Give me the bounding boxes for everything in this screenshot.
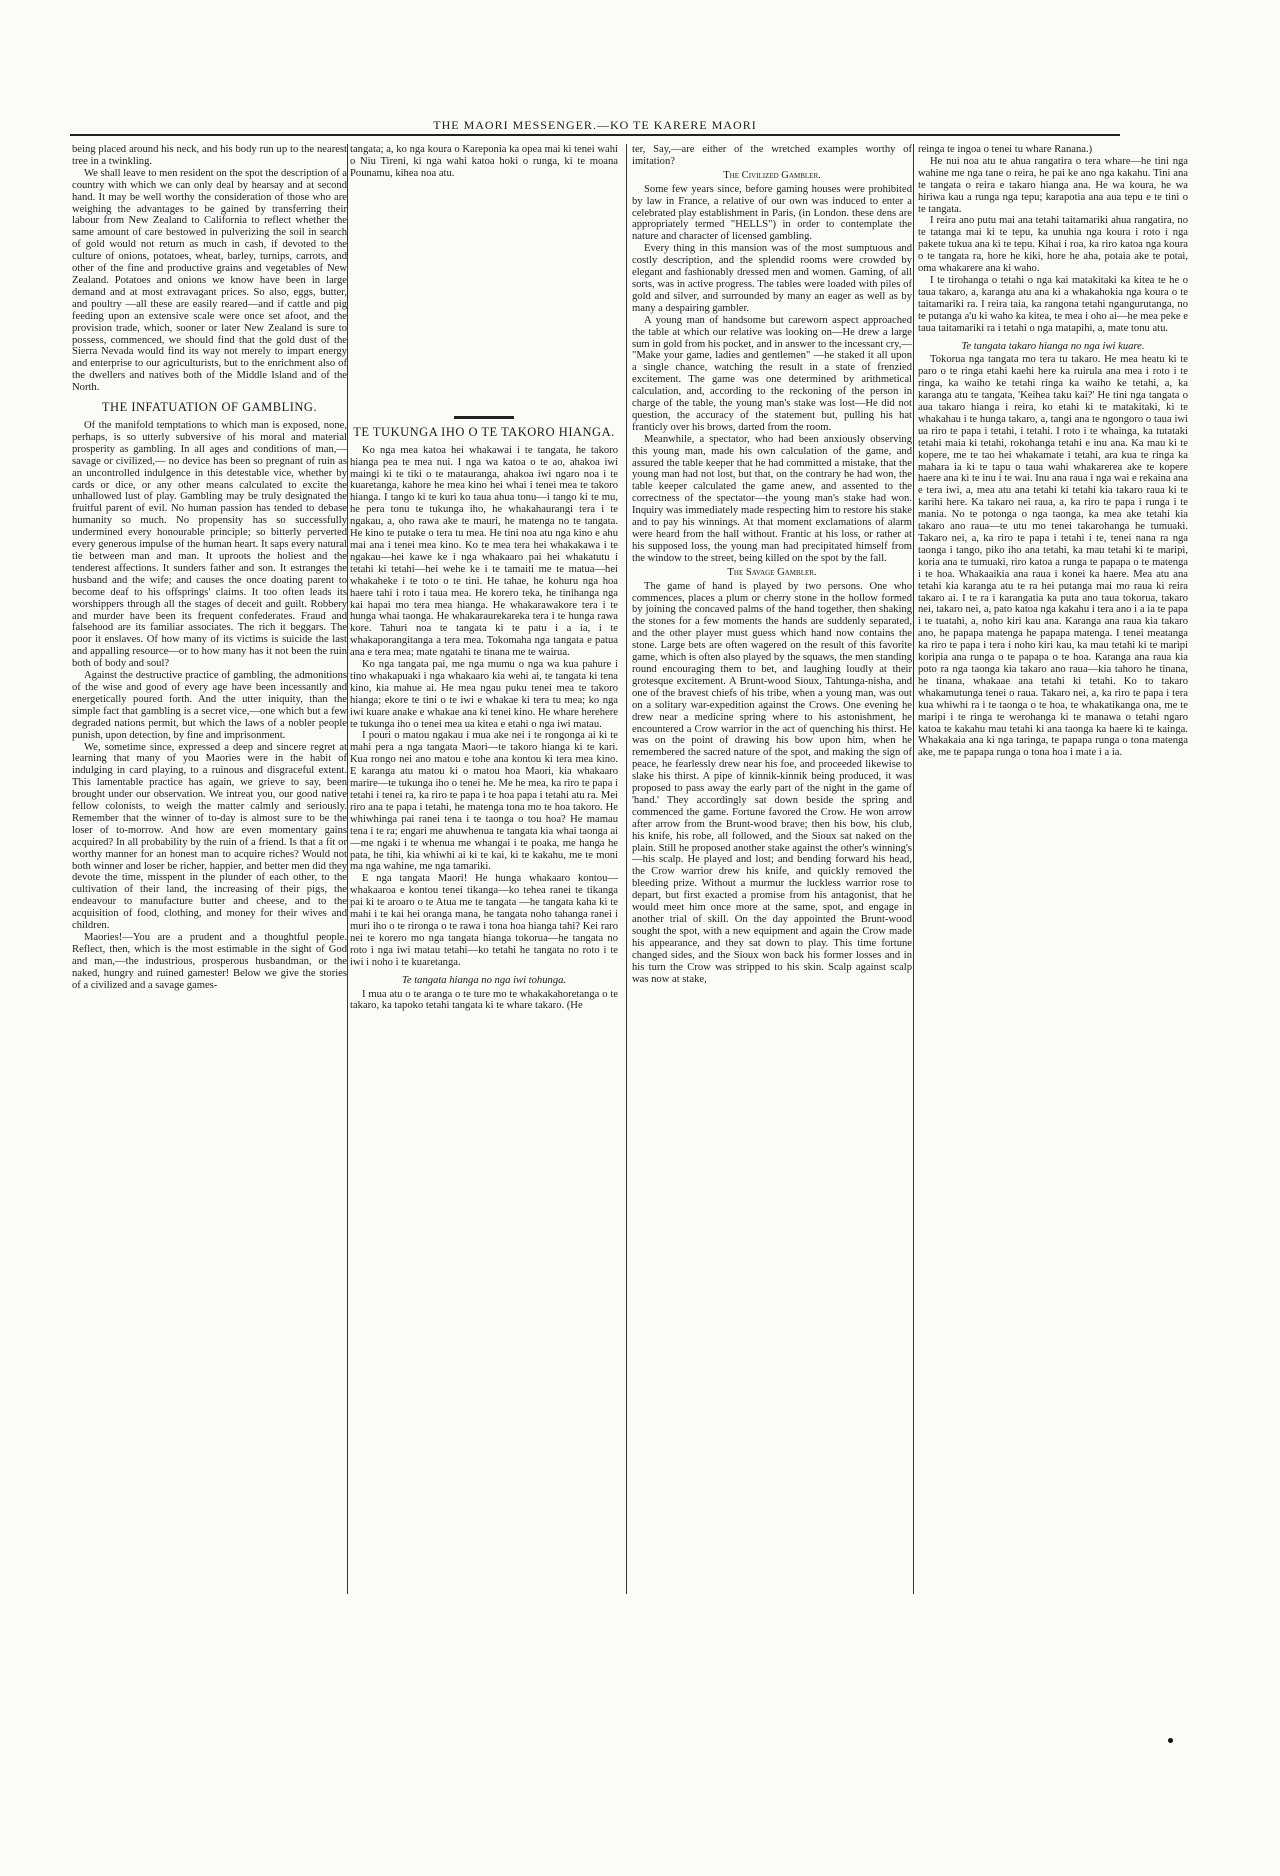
subheading-civilized-gambler: The Civilized Gambler. bbox=[723, 169, 821, 181]
column-2 bbox=[350, 144, 618, 1614]
col3-paragraph-3: Every thing in this mansion was of the most sumptuous and costly description, and the splendid rooms were crowded by elegant and fashionably dressed men and women. Gaming, of all sorts, was in active progress. The tables were loaded with piles of gold and silver, and surrounded by many an eager as well as by many a despairing gambler. bbox=[632, 243, 912, 314]
col2-paragraph-1: tangata; a, ko nga koura o Kareponia ka opea mai ki tenei wahi o Niu Tireni, ki nga wahi katoa hoki o runga, ki te moana Pounamu, kihea noa atu. bbox=[350, 144, 618, 179]
article-heading-maori: TE TUKUNGA IHO O TE TAKORO HIANGA. bbox=[353, 424, 615, 439]
column-gap bbox=[350, 180, 618, 416]
col1-paragraph-1: being placed around his neck, and his body run up to the nearest tree in a twinkling. bbox=[72, 144, 347, 167]
col2-paragraph-5: E nga tangata Maori! He hunga whakaaro kontou—whakaaroa e kontou tenei tikanga—ko tehea ranei te tikanga pai ki te aroaro o te Atua me te tangata —he tangata kaha ki te mahi i te kai hei oranga mana, he tangata noho tahanga ranei i muri iho o te rironga o te rawa i tona hoa hianga tahi? Kei raro nei te korero mo nga tangata hianga tokorua—he tangata no roto i nga iwi matau tetahi—ko tetahi he tangata no roto i te iwi i noho i te kuaretanga. bbox=[350, 873, 618, 968]
col4-paragraph-3: I reira ano putu mai ana tetahi taitamariki ahua rangatira, no te tatanga mai ki te tepu, ka unuhia nga koura i roto i nga pakete tukua ana ki te tepu. Kihai i roa, ka riro katoa nga koura o te tangata ra, hore he kiki, hore he aha, potaia ake te potai, oma whakarere ana ki waho. bbox=[918, 215, 1188, 275]
column-1 bbox=[72, 144, 347, 1614]
col2-paragraph-4: I pouri o matou ngakau i mua ake nei i te rongonga ai ki te mahi pera a nga tangata Maori—te takoro hianga ki te kari. Kua rongo nei ano matou e tohe ana kontou ki tera mea kino. E karanga atu matou ki o matou hoa Maori, kia whakaaro marire—te tukunga iho o tenei he. Me he mea, ka riro te papa i tetahi i tenei ra, ka riro te papa i te hoa papa i tetahi atu ra. Mei riro ana te papa i tetahi, he matenga tona mo te hoa takoro. He whiwhinga pai ranei tena i te taonga o tou hoa? He mamau tena i te ra; engari me ahuwhenua te tangata kia whai taonga ai—me ngaki i te whenua me whangai i te poaka, me hanga he pata, he tihi, kia whiwhi ai ki te kai, ki te kakahu, me te moni ma nga wahine, me nga tamariki. bbox=[350, 730, 618, 873]
col3-paragraph-6: The game of hand is played by two persons. One who commences, places a plum or cherry stone in the hollow formed by joining the concaved palms of the hand together, then shaking the stones for a few moments the hands are suddenly separated, and the other player must guess which hand now contains the stone. Large bets are often wagered on the result of this favorite game, which is often also played by the squaws, the men standing round encouraging them to bet, and laughing loudly at their grotesque excitement. A Brunt-wood Sioux, Tahtunga-nisha, and one of the bravest chiefs of his tribe, when a young man, was out on a solitary war-expedition against the Crows. One evening he drew near a medicine spring where to his astonishment, he encountered a Crow warrior in the act of quenching his thirst. He was on the point of drawing his bow upon him, when he remembered the sacred nature of the spot, and making the sign of peace, he fearlessly drew near his foe, and proceeded likewise to slake his thirst. A pipe of kinnik-kinnik being produced, it was proposed to pass away the early part of the night in the game of 'hand.' They accordingly sat down beside the spring and commenced the game. Fortune favored the Crow. He won arrow after arrow from the Brunt-wood brave; then his bow, his club, his knife, his robe, all followed, and the Sioux sat naked on the plain. Still he proposed another stake against the other's winning's—his scalp. He played and lost; and bending forward his head, the Crow warrior drew his knife, and quickly removed the bleeding prize. Without a murmur the luckless warrior rose to depart, but first exacted a promise from his antagonist, that he would meet him once more at the same, spot, and engage in another trial of skill. On the day appointed the Brunt-wood sought the spot, with a new equipment and again the Crow made his appearance, and they sat down to play. This time fortune changed sides, and the Sioux won back his former losses and in his turn the Crow was stripped to his skin. Scalp against scalp was now at stake, bbox=[632, 580, 912, 985]
col1-paragraph-2: We shall leave to men resident on the spot the description of a country with which we can only deal by hearsay and at second hand. It may be well worthy the consideration of those who are weighing the advantages to be gained by transferring their labour from New Zealand to California to reflect whether the same amount of care bestowed in pulverizing the soil in search of gold would not return as much in cash, if devoted to the culture of onions, potatoes, wheat, barley, turnips, carrots, and other of the fine and productive grains and vegetables of New Zealand. Potatoes and onions we know have been in large demand and at most extravagant prices. So also, eggs, butter, and poultry —all these are easily reared—and if cattle and pig feeding upon an extensive scale were once set afoot, and the provision trade, which, sooner or later New Zealand is sure to possess, commenced, we should find that the gold dust of the Sierra Nevada would find its way not merely to impart energy and enterprise to our agriculturists, but to the enrichment also of the dwellers and natives both of the Middle Island and of the North. bbox=[72, 167, 347, 394]
column-rule bbox=[347, 144, 348, 1594]
masthead-rule bbox=[70, 134, 1120, 136]
column-rule bbox=[913, 144, 914, 1594]
masthead: THE MAORI MESSENGER.—KO TE KARERE MAORI bbox=[433, 118, 757, 132]
col3-paragraph-2: Some few years since, before gaming houses were prohibited by law in France, a relative of our own was induced to enter a celebrated play establishment in Paris, (in London. these dens are appropriately termed "HELLS") in order to contemplate the nature and character of licensed gambling. bbox=[632, 183, 912, 243]
col1-paragraph-3: Of the manifold temptations to which man is exposed, none, perhaps, is so utterly subversive of his moral and material prosperity as gambling. In all ages and conditions of man,—savage or civilized,— no device has been so pregnant of ruin as an uncontrolled indulgence in this detestable vice, whether by cards or dice, or any other means calculated to excite the unhallowed lust of play. Gambling may be truly designated the fruitful parent of evil. No human passion has tended to debase humanity so much. No propensity has so successfully undermined every honourable principle; so bitterly perverted every generous impulse of the human heart. It saps every natural tie between man and man. It uproots the holiest and the tenderest affections. It sunders father and son. It estranges the husband and the wife; and causes the once doating parent to become deaf to his offsprings' claims. It too often leads its worshippers through all the stages of deceit and guilt. Robbery and murder have been its frequent confederates. Fraud and falsehood are its familiar associates. The rich it beggars. The poor it enslaves. Of how many of its victims is suicide the last and appalling resource—or to how many has it not been the ruin both of body and soul? bbox=[72, 420, 347, 670]
col2-paragraph-2: Ko nga mea katoa hei whakawai i te tangata, he takoro hianga pea te mea nui. I nga wa katoa o te ao, ahakoa iwi maingi ki te tiki o te matauranga, ahakoa iwi ngaro noa i te kuaretanga, kahore he mea kino hei whai i tenei mea te takoro hianga. I tango ki te kuri ko taua ahua tonu—i tango ki te mu, he pera tonu te tukunga iho, he whakahaurangi tera i te ngakau, a, oho rawa ake te mauri, he matenga no te tangata. He kino te putake o tera tu mea. He tini noa atu nga kino e ahu mai ana i tenei mea kino. Ko te mea tera hei whakakawa i te ngakau—hei kawe ke i nga whakaaro pai hei whakatutu i tetahi ki tetahi—hei wehe ke i te tamaiti me te matua—hei whakaheke i te toto o te tini. He tahae, he kohuru nga hoa haere tahi i roto i taua mea. He korero teka, he tinihanga nga kai hapai mo tera mea hianga. He whakarawakore tera i te hunga whai taonga. He whakaraurekareka tera i te hunga rawa kore. Tahuri noa te tangata ki te patu i a ia, i te whakaporangitanga a tera mea. Tokomaha nga tangata e patua ana e tera mea; mate ngatahi te tinana me te wairua. bbox=[350, 444, 618, 659]
ink-spot bbox=[1168, 1738, 1173, 1743]
subheading-savage-gambler: The Savage Gambler. bbox=[727, 566, 817, 578]
article-heading-gambling: THE INFATUATION OF GAMBLING. bbox=[101, 400, 318, 415]
col1-paragraph-5: We, sometime since, expressed a deep and sincere regret at learning that many of you Maories were in the habit of indulging in card playing, to a ruinous and disgraceful extent. This lamentable practice has again, we grieve to say, been brought under our observation. We intreat you, our good native fellow colonists, to weigh the matter calmly and seriously. Remember that the winner of to-day is almost sure to be the loser of to-morrow. And how are even momentary gains acquired? In all probability by the ruin of a friend. Is that a fit or worthy manner for an honest man to acquire riches? Would not both winner and loser be richer, happier, and better men did they devote the time, misspent in the plunder of each other, to the cultivation of their land, the increasing of their pigs, the endeavour to manufacture butter and cheese, and to the acquisition of food, clothing, and money for their wives and children. bbox=[72, 741, 347, 932]
column-rule bbox=[626, 144, 627, 1594]
col4-paragraph-1: reinga te ingoa o tenei tu whare Ranana.) bbox=[918, 144, 1093, 155]
column-4 bbox=[918, 144, 1188, 1614]
column-3 bbox=[632, 144, 912, 1614]
col1-paragraph-6: Maories!—You are a prudent and a thoughtful people. Reflect, then, which is the most estimable in the sight of God and man,—the industrious, prosperous husbandman, or the naked, hungry and ruined gamester! Below we give the stories of a civilized and a savage games- bbox=[72, 932, 347, 991]
subheading-civilized-maori: Te tangata hianga no nga iwi tohunga. bbox=[401, 974, 567, 986]
col4-paragraph-5: Tokorua nga tangata mo tera tu takaro. He mea heatu ki te paro o te ringa etahi kaehi here ka ruirula ana mea i roto i te ringa, ka waiho ke tetahi ringa ka waiho ke tetahi, a, ka karanga atu te tangata, 'Keihea taku kai?' He tini nga tangata o aua takaro hianga i reira, ko etahi ki te matakitaki, ki te whakahau i te hunga takaro, a, tangi ana te ngongoro o taua iwi ua riro te papa i tetahi, i tetahi. I roto i te whainga, ka tutataki tetahi maia ki tetahi, rokohanga tetahi e inu ana. Ka mau ki te kopere, me te tao hei whakamate i tetahi, ara kua te ringa ka mahara ia ki te tapu o taua wahi whakarerea ake te kopere haere ana ki te inu i te wai. Inu ana raua i nga wai e rekaina ana e tera iwi, a, mea atu ana tetahi ki tetahi kia takaro raua ki te karihi here. Ka takaro nei raua, a, ka riro te papa i runga i te mania. No te potonga o nga taonga, ka mea ake tetahi kia takaro ano raua—te utu mo tenei takarohanga he tumuaki. Takaro nei, a, ka riro te papa i tetahi i te, tenei nana ra nga taonga i tango, piko iho ana tetahi, ka mau tetahi ki te maripi, koria ana te tumuaki, riro katoa a runga te papapa o te matenga i te hoa. Whakaaikia ana raua i konei ka haere. Mea atu ana tetahi kia karanga atu te ra hei putanga mai mo raua ki reira takaro ai. I te ra i karangatia ka puta ano taua tokorua, takaro nei, takaro nei, a, pato katoa nga kakahu i tera ano i a ia te papa i te tuatahi, a, noho kiri kau ana. Karanga ana raua kia takaro ano, he papapa matenga he papapa matenga. I tenei meatanga ka riro te papa i tera i noho kiri kau, ka mau tetahi ki te maripi koripia ana runga o te papapa o te hoa. Karanga ana raua kia poto ra nga taonga kia takaro ano raua—kia tahoro he tinana, he tinana, whakaae ana tetahi ki tetahi. Ko to takaro whakamutunga tenei o raua. Takaro nei, a, ka riro te papa i tera kua whiwhi ra i te taonga o te hoa, te whakatikanga ona, me te maripi i te ringa te werohanga ki te manawa o tetahi ngaro katoa te kakahu mau tetahi ki ana taonga ka haere ki te kainga. Whakakaia ana ki nga taringa, te papapa runga o tona matenga ake, me te papapa runga o tona hoa i mate i a ia. bbox=[918, 354, 1188, 759]
col2-paragraph-3: Ko nga tangata pai, me nga mumu o nga wa kua pahure i tino whakapuaki i nga whakaaro kia wehi ai, te tangata ki tena kino, kia mahue ai. He mea ngau puku tenei mea te takoro hianga; ekore te tini o te iwi e whakae ki tera tu mea; ko nga iwi kuare anake e whakae ana ki tenei kino. He whare herehere te tukunga iho o tenei mea ua kitea e etahi o nga iwi matau. bbox=[350, 659, 618, 730]
col3-paragraph-5: Meanwhile, a spectator, who had been anxiously observing this young man, made his own calculation of the game, and assured the table keeper that he had committed a mistake, that the young man had not lost, but that, on the contrary he had won, the table keeper calculated the game anew, and assented to the correctness of the spectator—the young man's stake had won. Inquiry was immediately made respecting him to restore his stake and to pay his winnings. At that moment exclamations of alarm were heard from the hall without. Frantic at his loss, or rather at his supposed loss, the young man had precipitated himself from the window to the street, being killed on the spot by the fall. bbox=[632, 433, 912, 564]
col3-paragraph-4: A young man of handsome but careworn aspect approached the table at which our relative was looking on—He drew a large sum in gold from his pocket, and in answer to the incessant cry,— "Make your game, ladies and gentlemen" —he staked it all upon a single chance, watching the result in a state of frenzied excitement. The game was one determined by arithmetical calculation, and, according to the reckoning of the person in charge of the table, the young man's stake was lost—He did not question, the accuracy of the statement but, pulling his hat franticly over his brows, darted from the room. bbox=[632, 314, 912, 433]
col4-paragraph-4: I te tirohanga o tetahi o nga kai matakitaki ka kitea te he o taua takaro, a, karanga atu ana ki a whakahokia nga koura o te taitamariki ra. I reira taia, ka rangona tetahi ngangurutanga, no te putanga a'u ki waho ka kitea, te mea i oho ai—he mea peke e taua taitamariki ra i tetahi o nga matapihi, a, mate tonu atu. bbox=[918, 274, 1188, 334]
col1-paragraph-4: Against the destructive practice of gambling, the admonitions of the wise and good of every age have been incessantly and energetically poured forth. And the utter iniquity, than the simple fact that gambling is a secret vice,—one which but a few degraded nations permit, but which the laws of a nobler people punish, upon detection, by fine and imprisonment. bbox=[72, 670, 347, 741]
col2-paragraph-6: I mua atu o te aranga o te ture mo te whakakahoretanga o te takaro, ka tapoko tetahi tangata ki te whare takaro. (He bbox=[350, 988, 618, 1012]
col4-paragraph-2: He nui noa atu te ahua rangatira o tera whare—he tini nga wahine me nga tane o reira, he pai ke ano nga kakahu. Tini ana te tangata o reira e takaro hianga ana. He wa koura, he wa hiriwa kau a runga nga tepu; karapotia ana aua tepu e te tini o te tangata. bbox=[918, 155, 1188, 215]
heading-rule bbox=[454, 416, 514, 419]
subheading-savage-maori: Te tangata takaro hianga no nga iwi kuare. bbox=[961, 340, 1145, 352]
col3-paragraph-1: ter, Say,—are either of the wretched examples worthy of imitation? bbox=[632, 144, 912, 167]
